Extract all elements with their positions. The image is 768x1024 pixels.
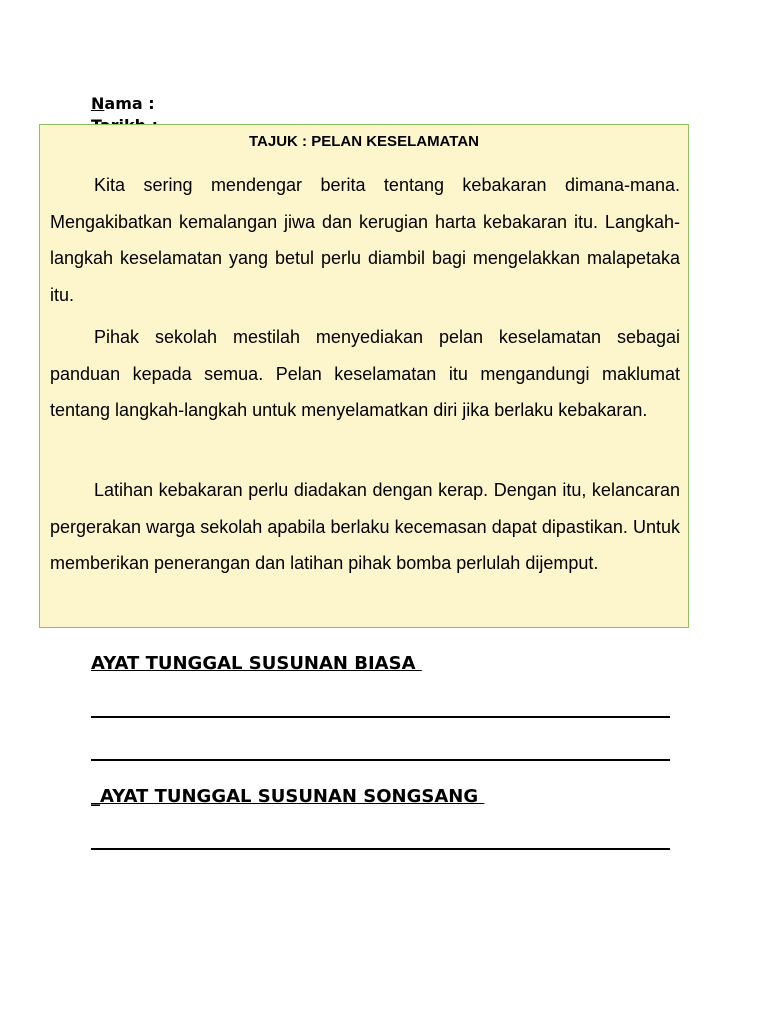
passage-paragraph-3: Latihan kebakaran perlu diadakan dengan kerap. Dengan itu, kelancaran pergerakan warga sekolah apabila berlaku kecemasan dapat dipastikan. Untuk memberikan penerangan dan latihan pihak bomba perlulah dijemput. [50, 480, 680, 573]
passage-title: TAJUK : PELAN KESELAMATAN [249, 133, 479, 150]
passage-box [39, 124, 689, 628]
field-rest: ama : [104, 94, 155, 113]
answer-line-songsang-1[interactable] [91, 848, 670, 850]
heading-ayat-tunggal-susunan-biasa: AYAT TUNGGAL SUSUNAN BIASA [91, 653, 422, 674]
name-field-label [91, 94, 155, 114]
answer-line-biasa-1[interactable] [91, 716, 670, 718]
field-initial: N [91, 94, 105, 113]
heading-ayat-tunggal-susunan-songsang: _AYAT TUNGGAL SUSUNAN SONGSANG [91, 786, 485, 807]
passage-paragraph-2: Pihak sekolah mestilah menyediakan pelan keselamatan sebagai panduan kepada semua. Pelan keselamatan itu mengandungi maklumat tentang langkah-langkah untuk menyelamatkan diri jika berlaku kebakaran. [50, 327, 680, 420]
answer-line-biasa-2[interactable] [91, 759, 670, 761]
passage-paragraph-1: Kita sering mendengar berita tentang kebakaran dimana-mana. Mengakibatkan kemalangan jiwa dan kerugian harta kebakaran itu. Langkah-langkah keselamatan yang betul perlu diambil bagi mengelakkan malapetaka itu. [50, 175, 680, 305]
